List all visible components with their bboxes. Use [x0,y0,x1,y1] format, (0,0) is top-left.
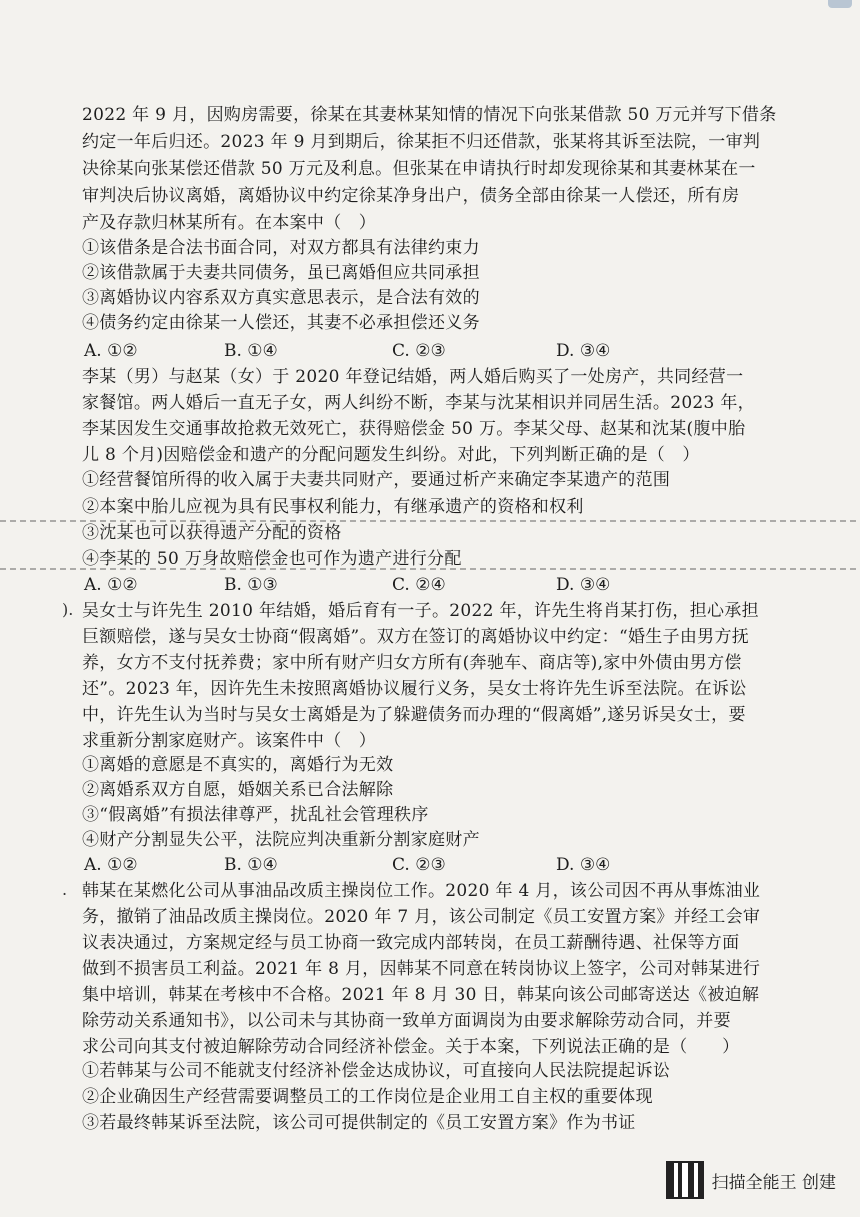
question-line: 约定一年后归还。2023 年 9 月到期后，徐某拒不归还借款，张某将其诉至法院，一审判 [82,132,761,152]
scanner-corner-icon [828,0,852,8]
question-line: 除劳动关系通知书》，以公司未与其协商一致单方面调岗为由要求解除劳动合同，并要 [82,1011,731,1031]
question-line: 李某因发生交通事故抢救无效死亡，获得赔偿金 50 万。李某父母、赵某和沈某(腹中胎 [82,419,746,439]
statement-2: ②该借款属于夫妻共同债务，虽已离婚但应共同承担 [82,263,480,283]
statement-3: ③沈某也可以获得遗产分配的资格 [82,523,342,543]
option-b: B. ①④ [224,341,278,361]
option-a: A. ①② [84,575,138,595]
question-line: 吴女士与许先生 2010 年结婚，婚后育有一子。2022 年，许先生将肖某打伤，担心承担 [82,601,759,621]
question-line: 中，许先生认为当时与吴女士离婚是为了躲避债务而办理的“假离婚”,遂另诉吴女士，要 [82,705,746,725]
qr-code-icon [666,1161,704,1199]
question-line: 务，撤销了油品改质主操岗位。2020 年 7 月，该公司制定《员工安置方案》并经工会审 [82,907,761,927]
scanner-brand-text: 扫描全能王 创建 [711,1172,836,1193]
statement-1: ①离婚的意愿是不真实的，离婚行为无效 [82,755,394,775]
option-a: A. ①② [84,341,138,361]
option-d: D. ③④ [556,341,611,361]
question-line: 2022 年 9 月，因购房需要，徐某在其妻林某知情的情况下向张某借款 50 万元并写下借条 [82,105,777,125]
scan-fold-line [0,568,860,570]
statement-3: ③离婚协议内容系双方真实意思表示，是合法有效的 [82,288,480,308]
question-number: ). [62,600,74,619]
question-line: 李某（男）与赵某（女）于 2020 年登记结婚，两人婚后购买了一处房产，共同经营一 [82,367,744,387]
option-c: C. ②③ [392,855,446,875]
statement-3: ③若最终韩某诉至法院，该公司可提供制定的《员工安置方案》作为书证 [82,1113,636,1133]
option-c: C. ②③ [392,341,446,361]
scanner-watermark [666,1161,836,1199]
statement-1: ①若韩某与公司不能就支付经济补偿金达成协议，可直接向人民法院提起诉讼 [82,1061,671,1081]
question-line: 还”。2023 年，因许先生未按照离婚协议履行义务，吴女士将许先生诉至法院。在诉讼 [82,679,747,699]
option-d: D. ③④ [556,855,611,875]
statement-4: ④李某的 50 万身故赔偿金也可作为遗产进行分配 [82,549,462,569]
question-number: . [62,880,68,899]
question-stem-end: 求公司向其支付被迫解除劳动合同经济补偿金。关于本案，下列说法正确的是（ ） [82,1037,740,1057]
statement-1: ①经营餐馆所得的收入属于夫妻共同财产，要通过析产来确定李某遗产的范围 [82,470,671,490]
question-line: 议表决通过，方案规定经与员工协商一致完成内部转岗，在员工薪酬待遇、社保等方面 [82,933,740,953]
question-line: 家餐馆。两人婚后一直无子女，两人纠纷不断，李某与沈某相识并同居生活。2023 年， [82,393,755,413]
statement-2: ②离婚系双方自愿，婚姻关系已合法解除 [82,780,394,800]
statement-2: ②本案中胎儿应视为具有民事权利能力，有继承遗产的资格和权利 [82,497,584,517]
statement-2: ②企业确因生产经营需要调整员工的工作岗位是企业用工自主权的重要体现 [82,1087,653,1107]
option-a: A. ①② [84,855,138,875]
question-line: 做到不损害员工利益。2021 年 8 月，因韩某不同意在转岗协议上签字，公司对韩某进行 [82,959,761,979]
option-b: B. ①④ [224,855,278,875]
statement-4: ④债务约定由徐某一人偿还，其妻不必承担偿还义务 [82,313,480,333]
question-line: 养，女方不支付抚养费；家中所有财产归女方所有(奔驰车、商店等),家中外债由男方偿 [82,653,742,673]
question-stem-end: 儿 8 个月)因赔偿金和遗产的分配问题发生纠纷。对此，下列判断正确的是（ ） [82,445,700,465]
question-line: 审判决后协议离婚，离婚协议中约定徐某净身出户，债务全部由徐某一人偿还，所有房 [82,186,740,206]
statement-1: ①该借条是合法书面合同，对双方都具有法律约束力 [82,238,480,258]
question-stem-end: 产及存款归林某所有。在本案中（ ） [82,213,377,233]
statement-3: ③“假离婚”有损法律尊严，扰乱社会管理秩序 [82,805,429,825]
option-d: D. ③④ [556,575,611,595]
statement-4: ④财产分割显失公平，法院应判决重新分割家庭财产 [82,830,480,850]
question-line: 决徐某向张某偿还借款 50 万元及利息。但张某在申请执行时却发现徐某和其妻林某在一 [82,159,756,179]
question-line: 韩某在某燃化公司从事油品改质主操岗位工作。2020 年 4 月，该公司因不再从事炼油业 [82,881,761,901]
question-line: 集中培训，韩某在考核中不合格。2021 年 8 月 30 日，韩某向该公司邮寄送达《被迫解 [82,985,760,1005]
question-line: 巨额赔偿，遂与吴女士协商“假离婚”。双方在签订的离婚协议中约定：“婚生子由男方抚 [82,627,750,647]
option-b: B. ①③ [224,575,278,595]
question-stem-end: 求重新分割家庭财产。该案件中（ ） [82,731,377,751]
option-c: C. ②④ [392,575,446,595]
